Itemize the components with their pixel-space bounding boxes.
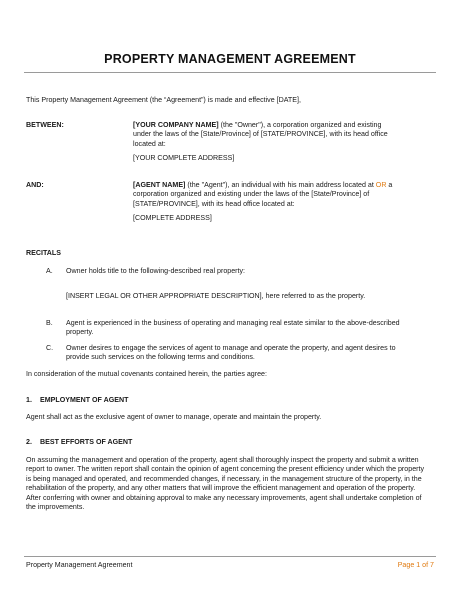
- document-title: PROPERTY MANAGEMENT AGREEMENT: [104, 52, 356, 66]
- company-name-placeholder: [YOUR COMPANY NAME]: [133, 121, 219, 129]
- between-text: [133, 121, 401, 149]
- recital-b-text: Agent is experienced in the business of operating and managing real estate similar to the above-described property.: [66, 319, 400, 337]
- recital-b-marker: B.: [46, 319, 53, 327]
- agent-name-placeholder: [AGENT NAME]: [133, 181, 186, 189]
- legal-description-placeholder: [INSERT LEGAL OR OTHER APPROPRIATE DESCRIPTION], here referred to as the property.: [66, 292, 366, 300]
- section-1-heading: EMPLOYMENT OF AGENT: [40, 396, 129, 404]
- recital-a-marker: A.: [46, 267, 53, 275]
- section-2-heading: BEST EFFORTS OF AGENT: [40, 438, 133, 446]
- footer-document-name: Property Management Agreement: [26, 561, 133, 569]
- company-address-placeholder: [YOUR COMPLETE ADDRESS]: [133, 154, 235, 162]
- consideration-paragraph: In consideration of the mutual covenants contained herein, the parties agree:: [26, 370, 267, 378]
- section-1-number: 1.: [26, 396, 32, 404]
- section-2-number: 2.: [26, 438, 32, 446]
- recitals-heading: RECITALS: [26, 249, 61, 257]
- and-text: [133, 181, 405, 209]
- section-2-body: On assuming the management and operation of the property, agent shall thoroughly inspect the property and submit a written report to owner. The written report shall contain the opinion of agent concerning the present efficiency under which the property is being managed and operated, and recommended changes, if necessary, in the management structure of the property, in the rehabilitation of the property, and any other matters that will improve the efficient management and operation of the property. After conferring with owner and obtaining approval to make any necessary improvements, agent shall undertake completion of the improvements.: [26, 456, 425, 512]
- between-description: (the "Owner"), a corporation organized and existing under the laws of the [State/Province] of [STATE/PROVINCE], with its head office located at:: [133, 121, 388, 148]
- or-keyword: OR: [375, 181, 387, 189]
- and-description-part2: a corporation organized and existing under the laws of the [State/Province] of [STATE/PROVINCE], with its head office located at:: [133, 181, 393, 208]
- footer-divider: [24, 556, 436, 557]
- agent-address-placeholder: [COMPLETE ADDRESS]: [133, 214, 212, 222]
- title-divider: [24, 72, 436, 73]
- and-label: AND:: [26, 181, 44, 189]
- and-description-part1: (the "Agent"), an individual with his main address located at: [185, 181, 376, 189]
- section-1-body: Agent shall act as the exclusive agent of owner to manage, operate and maintain the property.: [26, 413, 322, 421]
- recital-c-text: Owner desires to engage the services of agent to manage and operate the property, and agent desires to provide such services on the following terms and conditions.: [66, 344, 396, 362]
- recital-c-marker: C.: [46, 344, 54, 352]
- intro-paragraph: This Property Management Agreement (the “Agreement”) is made and effective [DATE],: [26, 96, 301, 104]
- recital-a-text: Owner holds title to the following-described real property:: [66, 267, 246, 275]
- between-label: BETWEEN:: [26, 121, 64, 129]
- footer-page-number: Page 1 of 7: [397, 561, 434, 569]
